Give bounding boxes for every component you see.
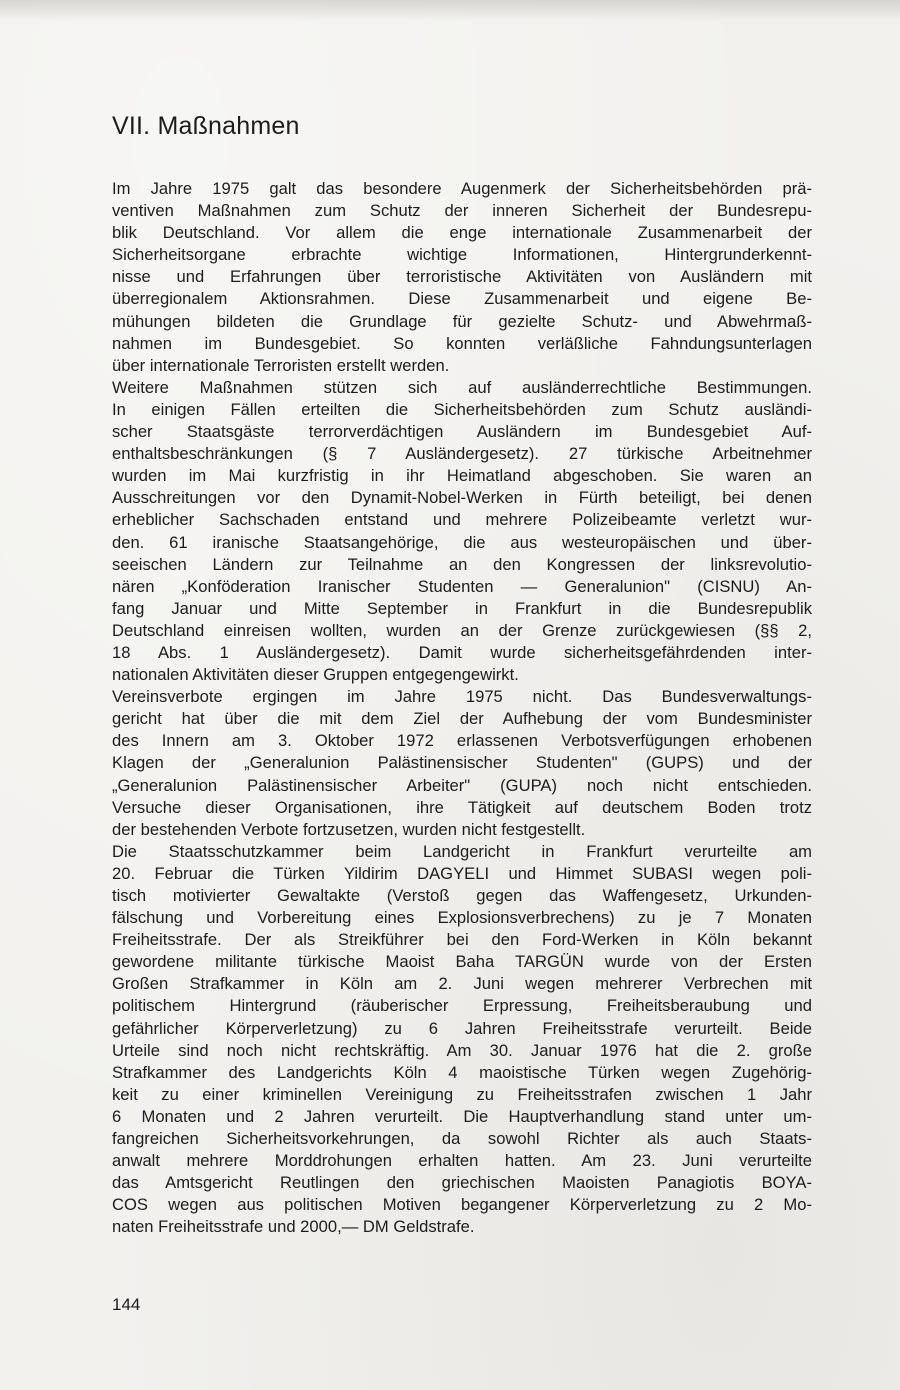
text-line: Großen Strafkammer in Köln am 2. Juni wegen mehrerer Verbrechen mit — [112, 974, 812, 994]
text-line: gefährlicher Körperverletzung) zu 6 Jahren Freiheitsstrafe verurteilt. Beide — [112, 1018, 812, 1038]
text-line: Strafkammer des Landgerichts Köln 4 maoistische Türken wegen Zugehörig- — [112, 1062, 812, 1082]
text-line: „Generalunion Palästinensischer Arbeiter" (GUPA) noch nicht entschieden. — [112, 775, 812, 795]
text-line: blik Deutschland. Vor allem die enge internationale Zusammenarbeit der — [112, 223, 812, 243]
text-line: naten Freiheitsstrafe und 2000,— DM Geldstrafe. — [112, 1217, 475, 1237]
text-line: 18 Abs. 1 Ausländergesetz). Damit wurde sicherheitsgefährdenden inter- — [112, 642, 812, 662]
text-line: scher Staatsgäste terrorverdächtigen Ausländern im Bundesgebiet Auf- — [112, 422, 812, 442]
text-line: Freiheitsstrafe. Der als Streikführer bei den Ford-Werken in Köln bekannt — [112, 930, 812, 950]
section-heading: VII. Maßnahmen — [112, 112, 300, 140]
text-line: nationalen Aktivitäten dieser Gruppen entgegengewirkt. — [112, 665, 519, 685]
text-line: COS wegen aus politischen Motiven begangener Körperverletzung zu 2 Mo- — [112, 1195, 812, 1215]
text-line: Urteile sind noch nicht rechtskräftig. Am 30. Januar 1976 hat die 2. große — [112, 1040, 812, 1060]
text-line: 6 Monaten und 2 Jahren verurteilt. Die Hauptverhandlung stand unter um- — [112, 1106, 812, 1126]
text-line: nisse und Erfahrungen über terroristische Aktivitäten von Ausländern mit — [112, 267, 812, 287]
text-line: des Innern am 3. Oktober 1972 erlassenen Verbotsverfügungen erhobenen — [112, 731, 812, 751]
text-line: über internationale Terroristen erstellt werden. — [112, 355, 450, 375]
text-line: das Amtsgericht Reutlingen den griechischen Maoisten Panagiotis BOYA- — [112, 1173, 812, 1193]
page-number: 144 — [112, 1295, 141, 1314]
text-line: Klagen der „Generalunion Palästinensischer Studenten" (GUPS) und der — [112, 753, 812, 773]
text-line: Weitere Maßnahmen stützen sich auf ausländerrechtliche Bestimmungen. — [112, 377, 812, 397]
text-line: In einigen Fällen erteilten die Sicherheitsbehörden zum Schutz ausländi- — [112, 399, 812, 419]
text-line: Sicherheitsorgane erbrachte wichtige Informationen, Hintergrunderkennt- — [112, 245, 812, 265]
text-line: Die Staatsschutzkammer beim Landgericht in Frankfurt verurteilte am — [112, 841, 812, 861]
text-line: Vereinsverbote ergingen im Jahre 1975 nicht. Das Bundesverwaltungs- — [112, 687, 812, 707]
text-line: keit zu einer kriminellen Vereinigung zu Freiheitsstrafen zwischen 1 Jahr — [112, 1084, 812, 1104]
text-line: den. 61 iranische Staatsangehörige, die aus westeuropäischen und über- — [112, 532, 812, 552]
text-line: fangreichen Sicherheitsvorkehrungen, da sowohl Richter als auch Staats- — [112, 1129, 812, 1149]
text-line: 20. Februar die Türken Yildirim DAGYELI und Himmet SUBASI wegen poli- — [112, 863, 812, 883]
text-line: seeischen Ländern zur Teilnahme an den Kongressen der linksrevolutio- — [112, 554, 812, 574]
text-line: nahmen im Bundesgebiet. So konnten verläßliche Fahndungsunterlagen — [112, 333, 812, 353]
text-line: überregionalem Aktionsrahmen. Diese Zusammenarbeit und eigene Be- — [112, 289, 812, 309]
text-line: gewordene militante türkische Maoist Baha TARGÜN wurde von der Ersten — [112, 952, 812, 972]
text-line: gericht hat über die mit dem Ziel der Aufhebung der vom Bundesminister — [112, 709, 812, 729]
text-line: tisch motivierter Gewaltakte (Verstoß gegen das Waffengesetz, Urkunden- — [112, 886, 812, 905]
text-line: wurden im Mai kurzfristig in ihr Heimatland abgeschoben. Sie waren an — [112, 466, 812, 486]
scan-edge-shadow — [0, 0, 900, 22]
text-line: mühungen bildeten die Grundlage für gezielte Schutz- und Abwehrmaß- — [112, 311, 812, 331]
text-line: nären „Konföderation Iranischer Studenten — Generalunion" (CISNU) An- — [112, 576, 812, 596]
text-line: fälschung und Vorbereitung eines Explosionsverbrechens) zu je 7 Monaten — [112, 908, 812, 928]
text-line: Ausschreitungen vor den Dynamit-Nobel-Werken in Fürth beteiligt, bei denen — [112, 488, 812, 508]
text-line: politischem Hintergrund (räuberischer Erpressung, Freiheitsberaubung und — [112, 996, 812, 1016]
text-line: enthaltsbeschränkungen (§ 7 Ausländergesetz). 27 türkische Arbeitnehmer — [112, 444, 812, 464]
body-text — [112, 178, 812, 1239]
text-line: der bestehenden Verbote fortzusetzen, wurden nicht festgestellt. — [112, 819, 586, 839]
text-line: Deutschland einreisen wollten, wurden an der Grenze zurückgewiesen (§§ 2, — [112, 620, 812, 640]
text-line: Versuche dieser Organisationen, ihre Tätigkeit auf deutschem Boden trotz — [112, 797, 812, 817]
text-line: fang Januar und Mitte September in Frankfurt in die Bundesrepublik — [112, 598, 812, 618]
text-line: Im Jahre 1975 galt das besondere Augenmerk der Sicherheitsbehörden prä- — [112, 179, 812, 198]
text-line: ventiven Maßnahmen zum Schutz der inneren Sicherheit der Bundesrepu- — [112, 201, 812, 221]
text-line: anwalt mehrere Morddrohungen erhalten hatten. Am 23. Juni verurteilte — [112, 1151, 812, 1171]
text-line: erheblicher Sachschaden entstand und mehrere Polizeibeamte verletzt wur- — [112, 510, 812, 530]
